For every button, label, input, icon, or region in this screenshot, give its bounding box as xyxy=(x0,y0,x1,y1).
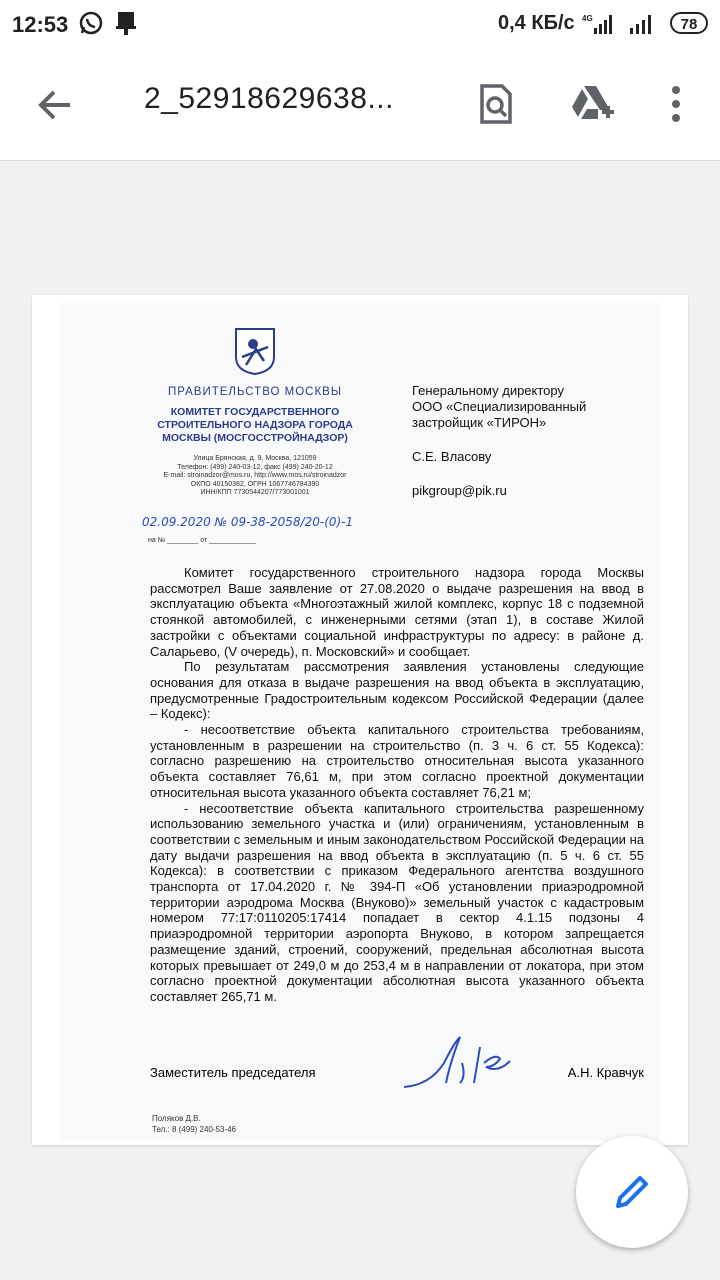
handwritten-signature xyxy=(400,1033,520,1098)
letterhead xyxy=(150,327,360,498)
executor-name: Поляков Д.В. xyxy=(152,1114,201,1123)
battery-icon: 78 xyxy=(670,12,708,34)
executor-phone: Тел.: 8 (499) 240-53-46 xyxy=(152,1125,236,1134)
inn-line: ИНН/КПП 7730544207/773001001 xyxy=(200,489,310,496)
moscow-coat-of-arms-icon xyxy=(234,327,276,380)
usb-debug-icon xyxy=(114,10,138,41)
executor-block xyxy=(152,1113,236,1135)
paragraph: По результатам рассмотрения заявления установлены следующие основания для отказа в выдаче разрешения на ввод объекта в эксплуатацию, предусмотренные Градостроительным кодексом Российской Федерации (далее – Кодекс): xyxy=(150,659,644,722)
recipient-block xyxy=(412,383,652,499)
add-to-drive-icon[interactable] xyxy=(570,84,616,129)
svg-text:4G: 4G xyxy=(582,14,593,23)
paragraph: Комитет государственного строительного надзора города Москвы рассмотрел Ваше заявление от 27.08.2020 о выдаче разрешения на ввод в эксплуатацию объекта «Многоэтажный жилой комплекс, корпус 18 с подземной стоянкой автомобилей, с инженерными сетями (этап 1), в составе Жилой застройки с объектами социальной инфраструктуры по адресу: в районе д. Саларьево, (V очередь), п. Московский» и сообщает. xyxy=(150,565,644,659)
address-line: Улица Брянская, д. 9, Москва, 121059 xyxy=(193,455,317,462)
recipient-line-1: Генеральному директору xyxy=(412,383,564,398)
recipient-name: С.Е. Власову xyxy=(412,449,492,464)
network-speed: 0,4 КБ/с xyxy=(498,12,575,34)
more-options-icon[interactable] xyxy=(670,84,682,129)
pencil-icon xyxy=(612,1172,652,1212)
document-title: 2_52918629638... xyxy=(144,82,394,115)
signer-position: Заместитель председателя xyxy=(150,1065,316,1080)
okpo-line: ОКПО 40150382, ОГРН 1067746784390 xyxy=(190,480,320,488)
committee-contacts xyxy=(150,455,360,498)
status-time: 12:53 xyxy=(12,12,69,37)
government-title: ПРАВИТЕЛЬСТВО МОСКВЫ xyxy=(167,386,343,398)
signal-icon xyxy=(628,12,658,41)
edit-fab-button[interactable] xyxy=(576,1136,688,1248)
scanned-letter xyxy=(60,303,660,1141)
letter-body xyxy=(150,565,644,1005)
committee-title: КОМИТЕТ ГОСУДАРСТВЕННОГО СТРОИТЕЛЬНОГО НАДЗОРА ГОРОДА МОСКВЫ (МОСГОССТРОЙНАДЗОР) xyxy=(157,406,353,444)
paragraph: - несоответствие объекта капитального строительства разрешенному использованию земельного участка и (или) ограничениям, установленным в соответствии с земельным и иным законодательством Российской Федерации на дату выдачи разрешения на ввод объекта в эксплуатацию (п. 5 ч. 6 ст. 55 Кодекса): в соответствии с приказом Федерального агентства воздушного транспорта от 17.04.2020 г. № 394-П «Об установлении приаэродромной территории аэродрома Москва (Внуково)» земельный участок с кадастровым номером 77:17:0110205:17414 попадает в сектор 4.1.15 подзоны 4 приаэродромной территории аэропорта Внуково, в котором запрещается размещение зданий, строений, сооружений, предельная абсолютная высота которых превышает от 249,0 м до 253,4 м в направлении от локатора, при этом согласно проектной документации абсолютная высота указанного объекта составляет 265,71 м. xyxy=(150,800,644,1004)
signer-name: А.Н. Кравчук xyxy=(567,1065,644,1080)
email-line: E-mail: stroinadzor@mos.ru, http://www.mos.ru/stroinadzor xyxy=(163,472,347,479)
phone-line: Телефон: (499) 240-03-12, факс (499) 240-20-12 xyxy=(177,463,333,471)
whatsapp-icon xyxy=(78,10,104,41)
recipient-email: pikgroup@pik.ru xyxy=(412,483,507,498)
ref-label: на № ________ от ____________ xyxy=(148,537,256,544)
back-arrow-icon[interactable] xyxy=(36,86,74,129)
document-page[interactable] xyxy=(32,295,688,1145)
recipient-line-3: застройщик «ТИРОН» xyxy=(412,415,547,430)
find-in-document-icon[interactable] xyxy=(478,84,514,129)
signal-4g-icon xyxy=(582,12,616,41)
paragraph: - несоответствие объекта капитального строительства требованиям, установленным в разрешении на строительство (п. 3 ч. 6 ст. 55 Кодекса): согласно разрешению на строительство относительная высота указанного объекта составляет 76,61 м, при этом согласно проектной документации относительная высота указанного объекта составляет 76,21 м; xyxy=(150,722,644,800)
app-bar xyxy=(0,50,720,161)
status-bar xyxy=(0,0,720,50)
recipient-line-2: ООО «Специализированный xyxy=(412,399,587,414)
outgoing-ref-number: 02.09.2020 № 09-38-2058/20-(0)-1 xyxy=(142,515,354,529)
